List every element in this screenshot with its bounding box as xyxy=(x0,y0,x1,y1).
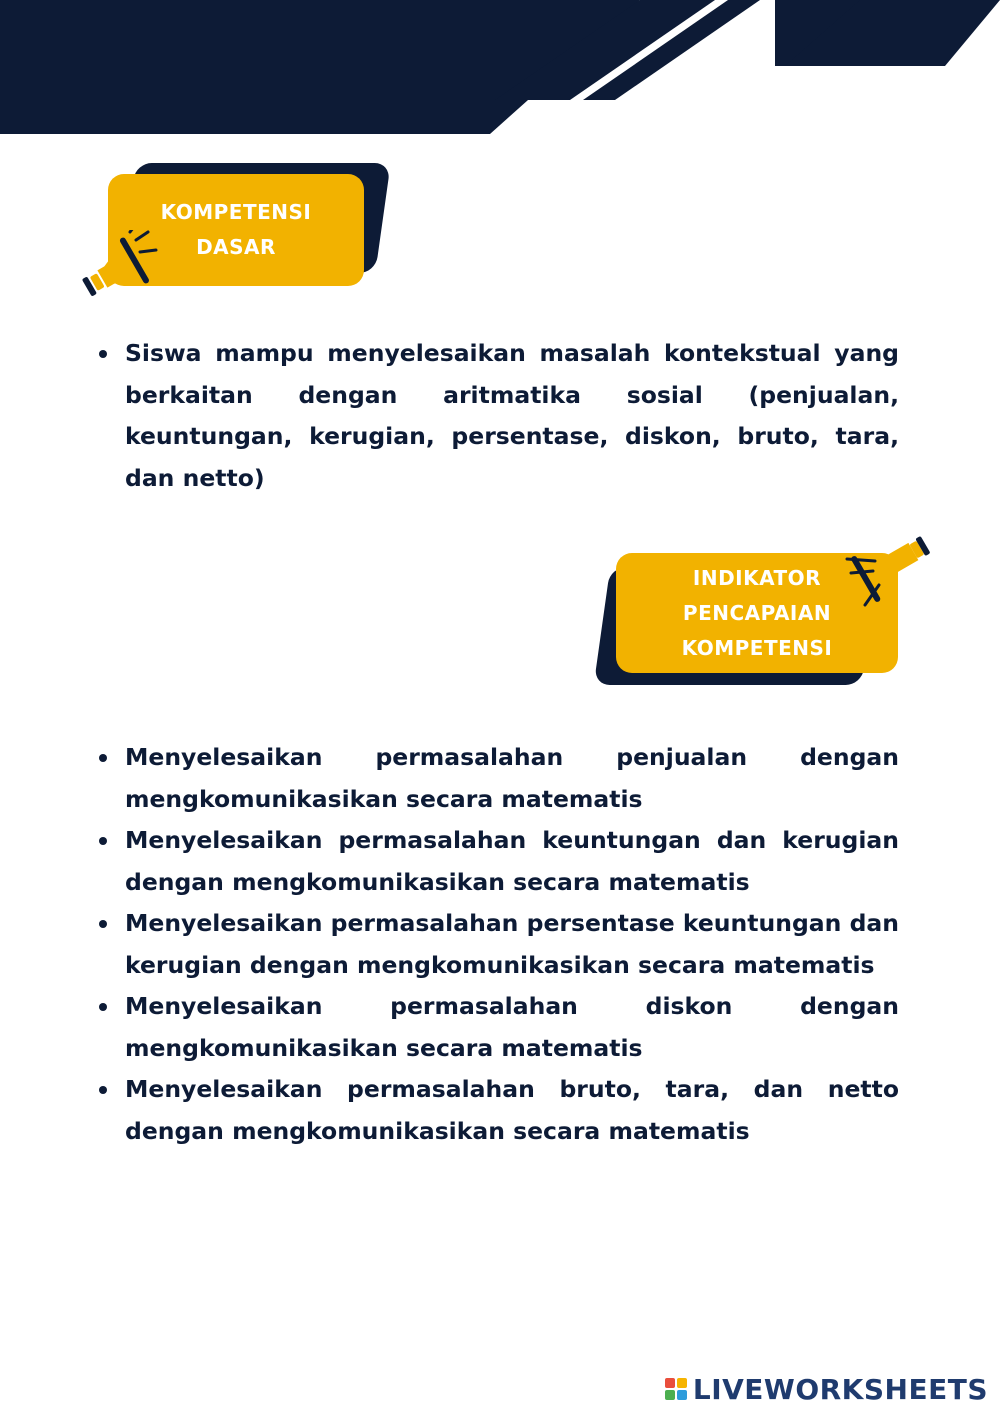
megaphone-icon xyxy=(845,525,935,615)
top-banner xyxy=(0,0,1000,140)
list-item xyxy=(96,1069,899,1152)
list-item-text: Siswa mampu menyelesaikan masalah kontekstual yang berkaitan dengan aritmatika sosial (penjualan, keuntungan, kerugian, persentase, diskon, bruto, tara, dan netto) xyxy=(125,339,899,492)
logo-blocks-icon xyxy=(665,1378,687,1400)
list-item xyxy=(96,737,899,820)
badge-indikator xyxy=(590,525,935,695)
liveworksheets-logo[interactable] xyxy=(665,1372,988,1406)
list-item xyxy=(96,903,899,986)
list-item-text: Menyelesaikan permasalahan keuntungan dan kerugian dengan mengkomunikasikan secara matematis xyxy=(125,826,899,896)
list-item xyxy=(96,986,899,1069)
badge-line: PENCAPAIAN xyxy=(682,600,832,625)
list-item-text: Menyelesaikan permasalahan persentase keuntungan dan kerugian dengan mengkomunikasikan secara matematis xyxy=(125,909,899,979)
list-item-text: Menyelesaikan permasalahan bruto, tara, dan netto dengan mengkomunikasikan secara matematis xyxy=(125,1075,899,1145)
logo-block xyxy=(677,1390,687,1400)
list-item xyxy=(96,820,899,903)
kd-list xyxy=(96,333,899,499)
logo-block xyxy=(665,1378,675,1388)
logo-block xyxy=(665,1390,675,1400)
list-item-text: Menyelesaikan permasalahan penjualan dengan mengkomunikasikan secara matematis xyxy=(125,743,899,813)
badge-kompetensi-dasar xyxy=(78,160,388,310)
badge-line: KOMPETENSI xyxy=(160,200,312,224)
megaphone-icon xyxy=(78,230,158,310)
badge-line: KOMPETENSI xyxy=(681,635,833,660)
badge-line: DASAR xyxy=(196,235,276,259)
list-item xyxy=(96,333,899,499)
list-item-text: Menyelesaikan permasalahan diskon dengan mengkomunikasikan secara matematis xyxy=(125,992,899,1062)
badge-line: INDIKATOR xyxy=(692,565,822,590)
logo-block xyxy=(677,1378,687,1388)
logo-text: LIVEWORKSHEETS xyxy=(692,1372,988,1406)
ipk-list xyxy=(96,737,899,1152)
